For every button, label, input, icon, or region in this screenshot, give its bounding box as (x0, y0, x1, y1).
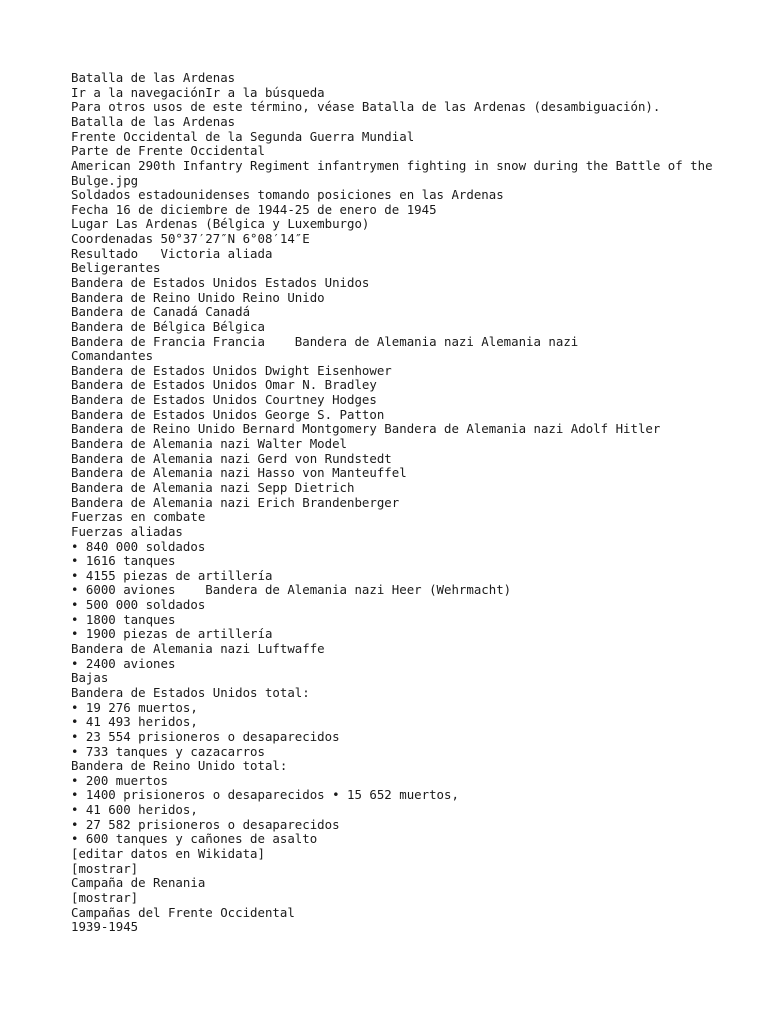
casualties-item: • 23 554 prisioneros o desaparecidos (71, 728, 340, 744)
infobox-coordinates[interactable]: Coordenadas 50°37′27″N 6°08′14″E (71, 231, 310, 247)
infobox-title: Batalla de las Ardenas (71, 113, 236, 129)
show-toggle[interactable]: [mostrar] (71, 889, 139, 905)
commander-item: Bandera de Estados Unidos Omar N. Bradley (71, 377, 377, 393)
infobox-result: Resultado Victoria aliada (71, 245, 273, 261)
image-filename[interactable]: American 290th Infantry Regiment infantrymen fighting in snow during the Battle of the Bulge.jpg (71, 157, 713, 188)
forces-item: • 2400 aviones (71, 655, 176, 671)
casualties-item: Bandera de Reino Unido total: (71, 758, 288, 774)
casualties-item: • 200 muertos (71, 772, 168, 788)
commander-item: Bandera de Estados Unidos Dwight Eisenhower (71, 362, 392, 378)
section-casualties: Bajas (71, 670, 109, 686)
article-title: Batalla de las Ardenas (71, 70, 236, 85)
section-forces: Fuerzas en combate (71, 509, 206, 525)
casualties-item: • 600 tanques y cañones de asalto (71, 831, 318, 847)
article-text (71, 71, 751, 935)
show-toggle[interactable]: [mostrar] (71, 860, 139, 876)
infobox-subtitle: Frente Occidental de la Segunda Guerra Mundial (71, 128, 415, 144)
casualties-item: Bandera de Estados Unidos total: (71, 684, 310, 700)
casualties-item: • 733 tanques y cazacarros (71, 743, 265, 759)
belligerent-item: Bandera de Reino Unido Reino Unido (71, 289, 325, 305)
forces-item: • 840 000 soldados (71, 538, 206, 554)
forces-item: • 6000 aviones Bandera de Alemania nazi Heer (Wehrmacht) (71, 582, 512, 598)
section-commanders: Comandantes (71, 348, 154, 364)
campaign-years: 1939-1945 (71, 919, 139, 935)
section-belligerents: Beligerantes (71, 260, 161, 276)
edit-wikidata-link[interactable]: [editar datos en Wikidata] (71, 845, 265, 861)
image-caption: Soldados estadounidenses tomando posiciones en las Ardenas (71, 187, 504, 203)
disambiguation-note[interactable]: Para otros usos de este término, véase Batalla de las Ardenas (desambiguación). (71, 99, 661, 115)
commander-item: Bandera de Alemania nazi Erich Brandenberger (71, 494, 400, 510)
commander-item: Bandera de Reino Unido Bernard Montgomery Bandera de Alemania nazi Adolf Hitler (71, 421, 661, 437)
infobox-location: Lugar Las Ardenas (Bélgica y Luxemburgo) (71, 216, 370, 232)
belligerent-item: Bandera de Estados Unidos Estados Unidos (71, 275, 370, 290)
commander-item: Bandera de Estados Unidos George S. Patton (71, 406, 385, 422)
forces-subheading: Fuerzas aliadas (71, 523, 183, 539)
campaign-title: Campaña de Renania (71, 875, 206, 891)
campaign-title: Campañas del Frente Occidental (71, 904, 295, 920)
belligerent-item: Bandera de Francia Francia Bandera de Alemania nazi Alemania nazi (71, 333, 579, 349)
skip-links[interactable]: Ir a la navegaciónIr a la búsqueda (71, 84, 325, 100)
casualties-item: • 27 582 prisioneros o desaparecidos (71, 816, 340, 832)
forces-item: Bandera de Alemania nazi Luftwaffe (71, 641, 325, 657)
commander-item: Bandera de Alemania nazi Sepp Dietrich (71, 479, 355, 495)
forces-item: • 1900 piezas de artillería (71, 626, 273, 642)
forces-item: • 1616 tanques (71, 553, 176, 569)
casualties-item: • 41 600 heridos, (71, 802, 198, 818)
commander-item: Bandera de Alemania nazi Walter Model (71, 436, 348, 452)
forces-item: • 4155 piezas de artillería (71, 567, 273, 583)
commander-item: Bandera de Alemania nazi Hasso von Manteuffel (71, 465, 407, 481)
forces-item: • 1800 tanques (71, 611, 176, 627)
infobox-part-of: Parte de Frente Occidental (71, 143, 265, 159)
infobox-date: Fecha 16 de diciembre de 1944-25 de enero de 1945 (71, 201, 437, 217)
casualties-item: • 19 276 muertos, (71, 699, 198, 715)
belligerent-item: Bandera de Bélgica Bélgica (71, 318, 265, 334)
forces-item: • 500 000 soldados (71, 597, 206, 613)
commander-item: Bandera de Estados Unidos Courtney Hodges (71, 392, 377, 408)
belligerent-item: Bandera de Canadá Canadá (71, 304, 251, 320)
casualties-item: • 1400 prisioneros o desaparecidos • 15 652 muertos, (71, 787, 459, 803)
commander-item: Bandera de Alemania nazi Gerd von Rundstedt (71, 450, 392, 466)
casualties-item: • 41 493 heridos, (71, 714, 198, 730)
